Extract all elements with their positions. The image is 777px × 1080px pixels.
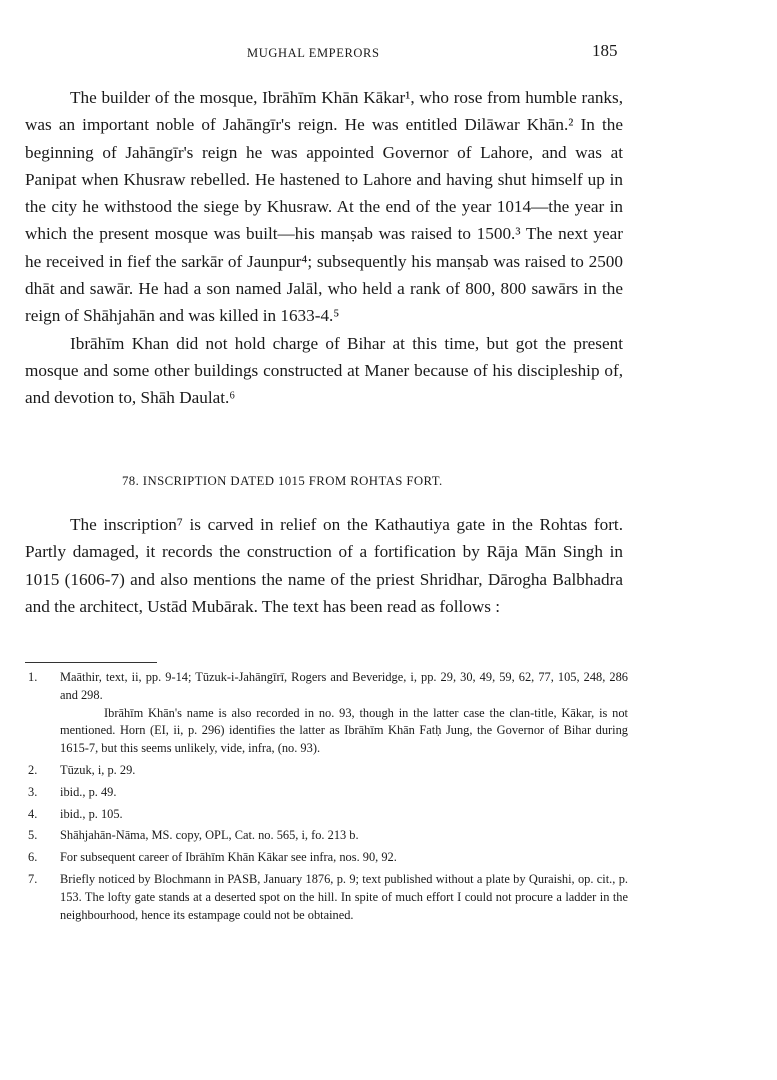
section-text (25, 511, 623, 620)
footnote-rule (25, 662, 157, 663)
footnote-text: Briefly noticed by Blochmann in PASB, January 1876, p. 9; text published without a plate by Quraishi, op. cit., p. 153. The lofty gate stands at a deserted spot on the hill. In spite of much effort I could not procure a ladder in the neighbourhood, hence its estampage could not be obtained. (60, 871, 628, 922)
footnote (28, 784, 628, 802)
footnote-number: 1. (28, 670, 38, 684)
footnote-number: 4. (28, 806, 38, 821)
footnote-number: 3. (28, 784, 38, 799)
footnote-text: Tūzuk, i, p. 29. (60, 762, 136, 777)
footnote-text: Shāhjahān-Nāma, MS. copy, OPL, Cat. no. 565, i, fo. 213 b. (60, 828, 359, 843)
footnote-number: 7. (28, 871, 38, 886)
footnote-text: ibid., p. 49. (60, 784, 117, 799)
footnote (28, 827, 628, 845)
footnote-number: 5. (28, 828, 38, 843)
footnote-text: For subsequent career of Ibrāhīm Khān Kākar see infra, nos. 90, 92. (60, 850, 397, 865)
footnote-text: Maāthir, text, ii, pp. 9-14; Tūzuk-i-Jahāngīrī, Rogers and Beveridge, i, pp. 29, 30, 49, 59, 62, 77, 105, 248, 286 and 298. (60, 670, 628, 702)
footnote (28, 871, 628, 924)
page-header (0, 41, 777, 64)
paragraph: Ibrāhīm Khan did not hold charge of Bihar at this time, but got the present mosque and some other buildings constructed at Maner because of his discipleship of, and devotion to, Shāh Daulat.⁶ (25, 333, 623, 408)
paragraph: The builder of the mosque, Ibrāhīm Khān Kākar¹, who rose from humble ranks, was an important noble of Jahāngīr's reign. He was entitled Dilāwar Khān.² In the beginning of Jahāngīr's reign he was appointed Governor of Lahore, and was at Panipat when Khusraw rebelled. He hastened to Lahore and having shut himself up in the city he withstood the siege by Khusraw. At the end of the year 1014—the year in which the present mosque was built—his manṣab was raised to 1500.³ The next year he received in fief the sarkār of Jaunpur⁴; subsequently his manṣab was raised to 2500 dhāt and sawār. He had a son named Jalāl, who held a rank of 800, 800 sawārs in the reign of Shāhjahān and was killed in 1633-4.⁵ (25, 88, 623, 326)
footnote-continuation: Ibrāhīm Khān's name is also recorded in no. 93, though in the latter case the clan-title, Kākar, is not mentioned. Horn (EI, ii, p. 296) identifies the latter as Ibrāhīm Khān Fatḥ Jung, the Governor of Bihar during 1615-7, but this seems unlikely, vide, infra, (no. 93). (60, 705, 628, 756)
main-text (25, 84, 623, 412)
footnotes (28, 669, 628, 924)
footnote (28, 669, 628, 705)
footnote (28, 806, 628, 824)
section-heading: 78. INSCRIPTION DATED 1015 FROM ROHTAS FORT. (122, 474, 443, 488)
footnote-number: 6. (28, 850, 38, 865)
page-number: 185 (592, 41, 618, 60)
paragraph: The inscription⁷ is carved in relief on the Kathautiya gate in the Rohtas fort. Partly damaged, it records the construction of a fortification by Rāja Mān Singh in 1015 (1606-7) and also mentions the name of the priest Shridhar, Dārogha Balbhadra and the architect, Ustād Mubārak. The text has been read as follows : (25, 515, 623, 616)
footnote-text: ibid., p. 105. (60, 806, 123, 821)
footnote (28, 849, 628, 867)
running-title: MUGHAL EMPERORS (247, 46, 380, 60)
footnote-number: 2. (28, 762, 38, 777)
footnote (28, 762, 628, 780)
